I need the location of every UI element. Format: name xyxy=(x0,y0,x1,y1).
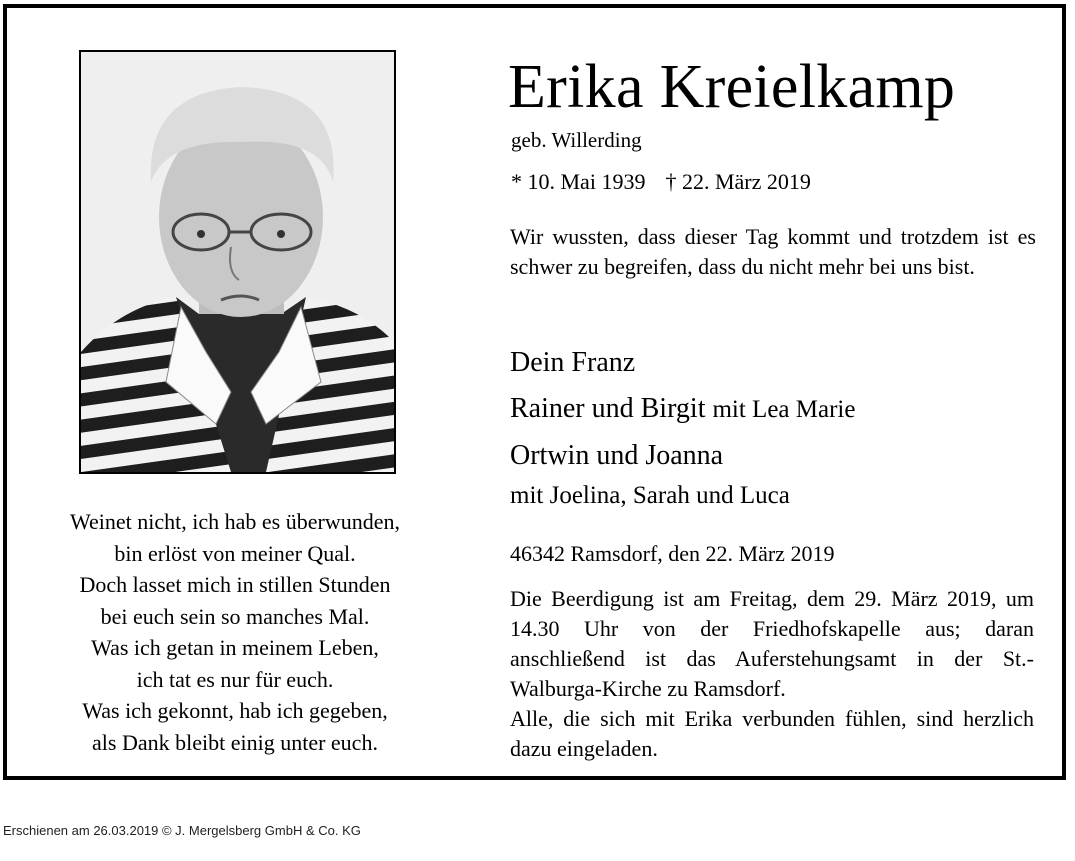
invitation-paragraph: Alle, die sich mit Erika verbunden fühlen, sind herzlich dazu eingeladen. xyxy=(510,706,1034,761)
life-dates xyxy=(511,168,811,196)
mourner-line xyxy=(510,386,1050,433)
mourner-line: Dein Franz xyxy=(510,347,636,378)
poem-line: Weinet nicht, ich hab es überwunden, xyxy=(70,509,400,534)
mourner-children: mit Joelina, Sarah und Luca xyxy=(510,482,790,509)
publication-credit: Erschienen am 26.03.2019 © J. Mergelsberg GmbH & Co. KG xyxy=(3,823,361,838)
mourner-names: Rainer und Birgit xyxy=(510,393,706,424)
burial-paragraph: Die Beerdigung ist am Freitag, dem 29. März 2019, um 14.30 Uhr von der Friedhofskapelle aus; daran anschließend ist das Auferstehungsamt in der St.-Walburga-Kirche zu Ramsdorf. xyxy=(510,586,1034,701)
mourner-line: Ortwin und Joanna xyxy=(510,440,724,471)
birth-date: * 10. Mai 1939 xyxy=(511,169,646,194)
death-date: † 22. März 2019 xyxy=(665,169,811,194)
poem-line: bin erlöst von meiner Qual. xyxy=(114,540,356,566)
deceased-name: Erika Kreielkamp xyxy=(508,53,956,121)
poem-line: Doch lasset mich in stillen Stunden xyxy=(79,572,391,597)
maiden-name: geb. Willerding xyxy=(511,128,642,152)
poem-line: als Dank bleibt einig unter euch. xyxy=(92,729,378,755)
poem-line: bei euch sein so manches Mal. xyxy=(100,603,370,629)
poem xyxy=(30,506,440,758)
mourners xyxy=(510,340,1050,513)
mourner-children: mit Lea Marie xyxy=(712,396,856,423)
poem-line: Was ich gekonnt, hab ich gegeben, xyxy=(82,698,388,723)
place-and-date: 46342 Ramsdorf, den 22. März 2019 xyxy=(510,541,835,566)
quote-text: Wir wussten, dass dieser Tag kommt und trotzdem ist es schwer zu begreifen, dass du nicht mehr bei uns bist. xyxy=(510,224,1036,279)
portrait-photo xyxy=(79,50,396,474)
poem-line: Was ich getan in meinem Leben, xyxy=(91,635,379,660)
burial-notice xyxy=(510,584,1034,764)
poem-line: ich tat es nur für euch. xyxy=(136,666,334,692)
